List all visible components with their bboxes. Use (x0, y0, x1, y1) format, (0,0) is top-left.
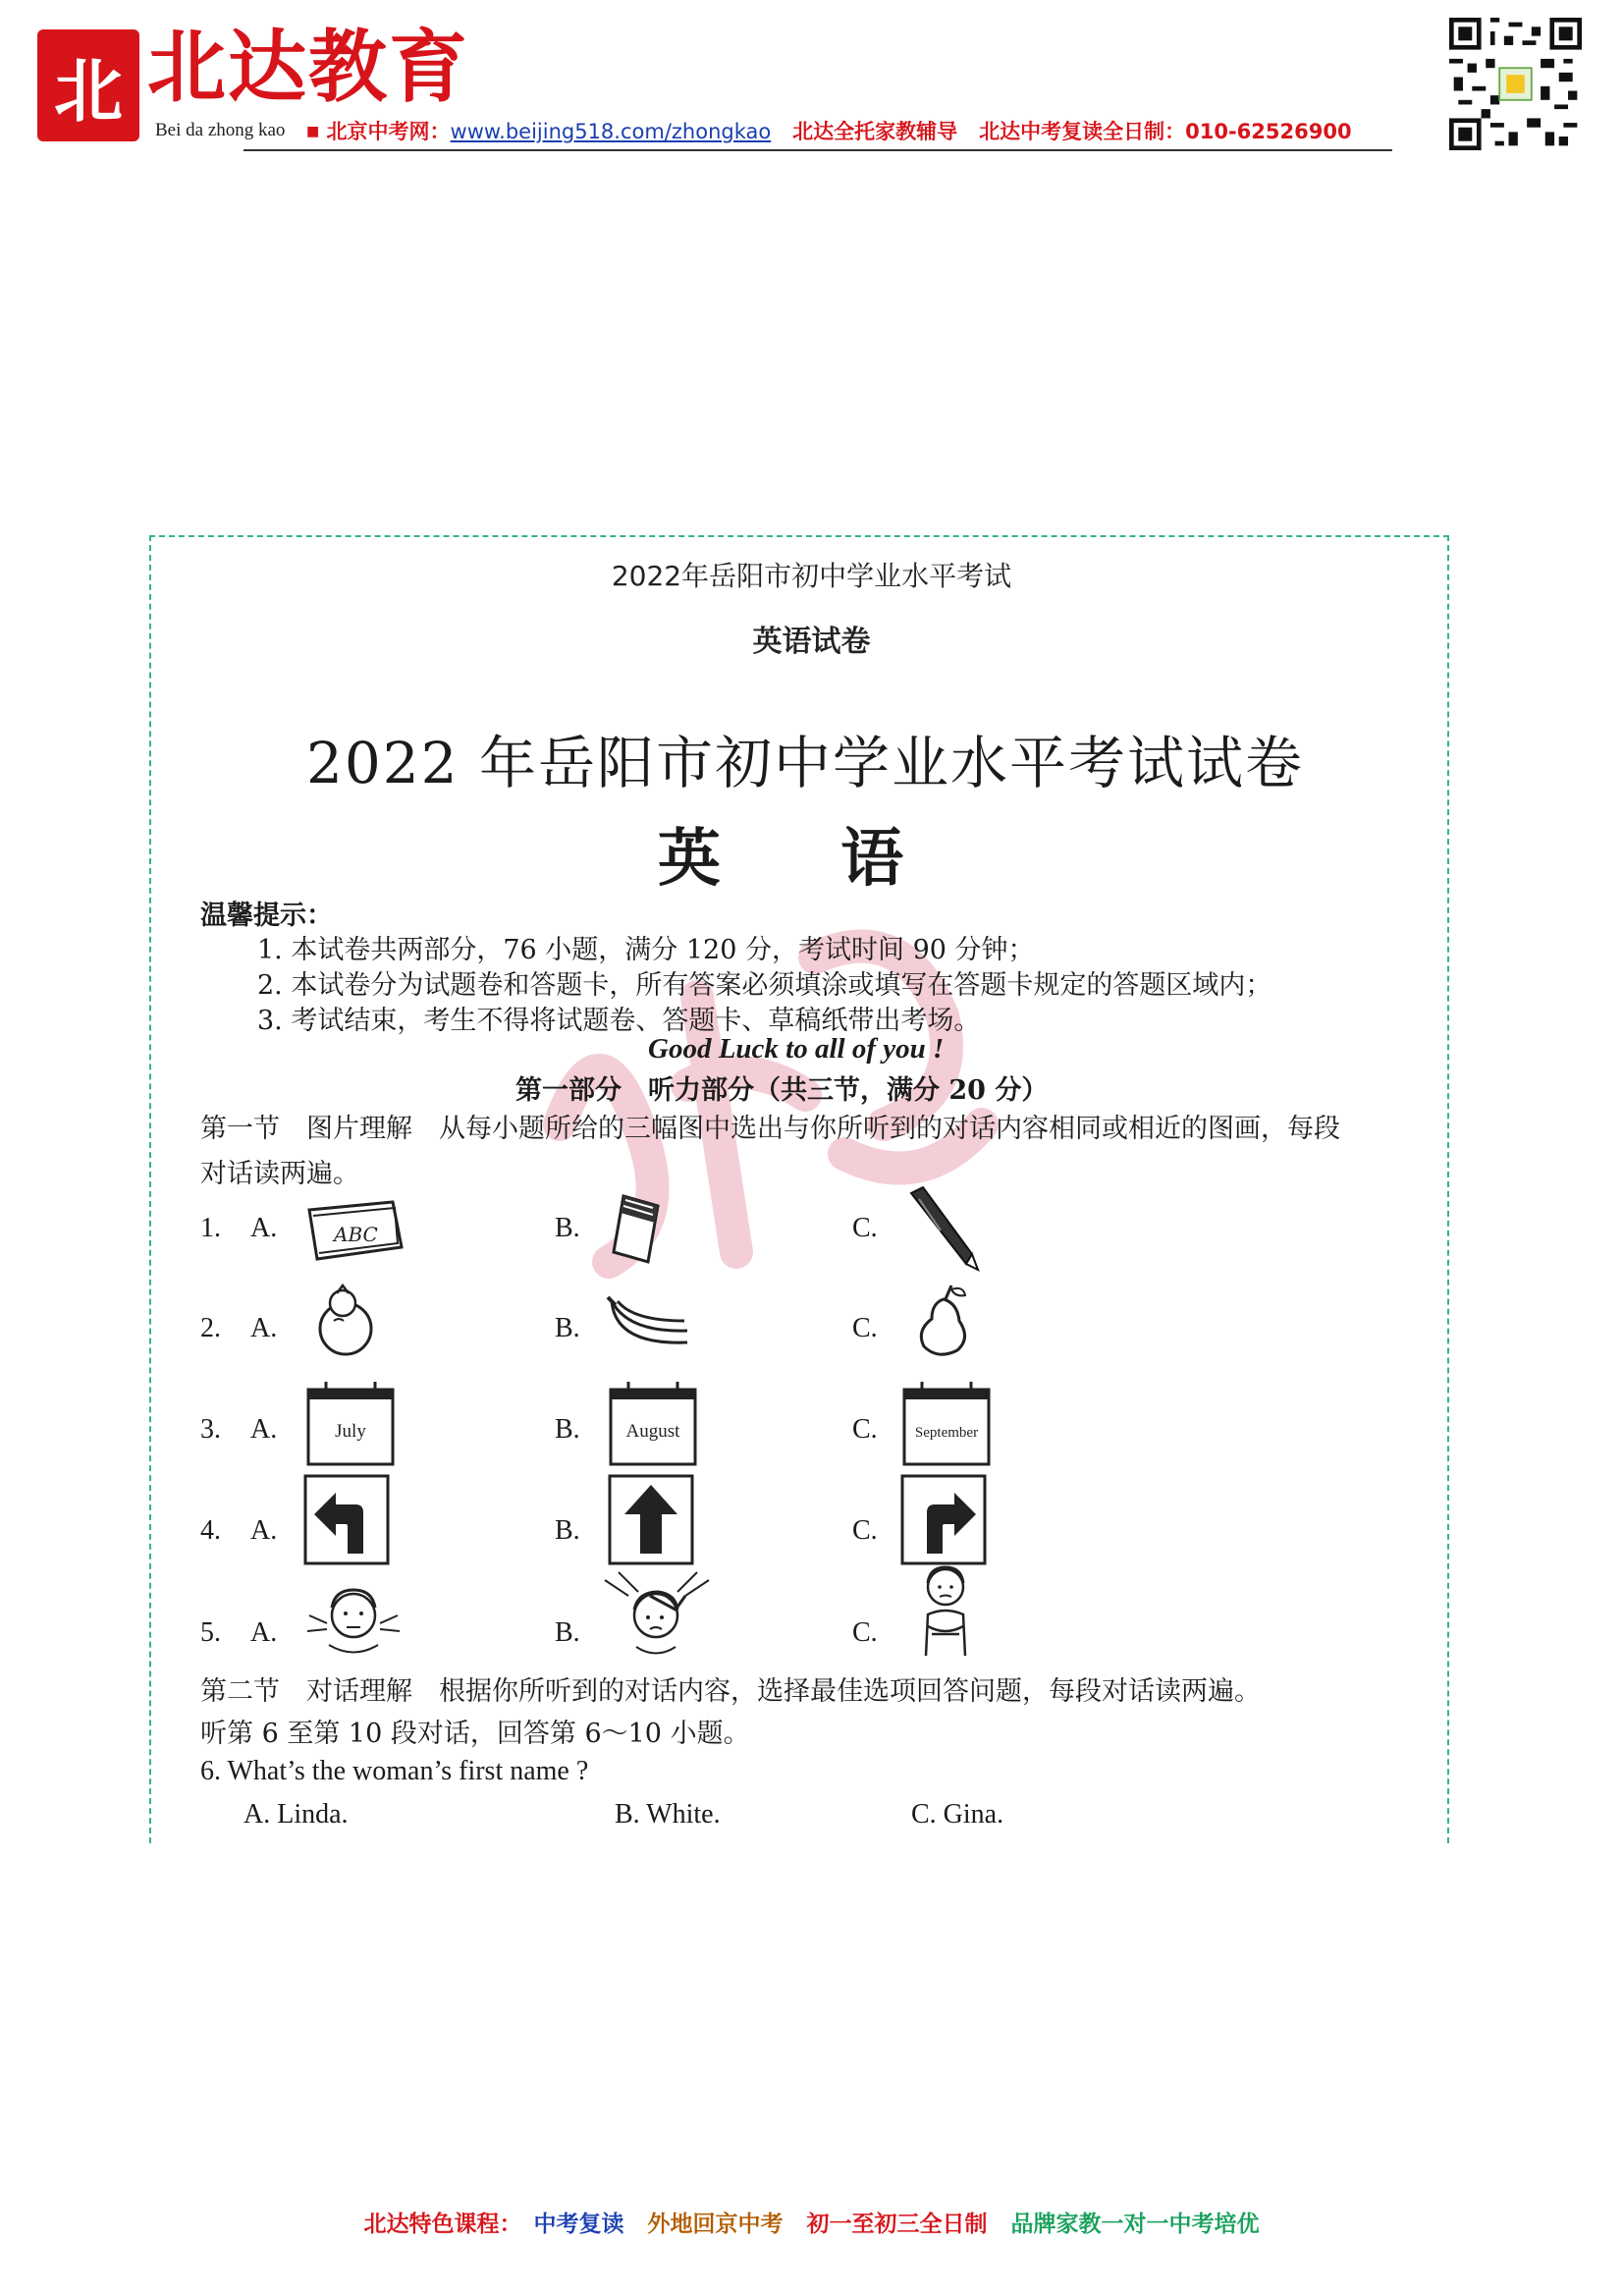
calendar-month-label: September (914, 1425, 979, 1441)
bullet-icon: ■ (306, 124, 320, 139)
footer-courses (0, 2206, 1623, 2238)
footer-course-item: 品牌家教一对一中考培优 (1010, 2212, 1260, 2237)
option-label: A. (250, 1313, 278, 1343)
svg-text:ABC: ABC (334, 1223, 378, 1246)
exam-title: 2022 年岳阳市初中学业水平考试试卷 (305, 730, 1305, 796)
section2-instruction-line2: 听第 6 至第 10 段对话，回答第 6～10 小题。 (200, 1719, 750, 1749)
question-number: 1. (200, 1213, 221, 1243)
calendar-month-label: July (335, 1421, 366, 1442)
tip-3: 3. 考试结束，考生不得将试题卷、答题卡、草稿纸带出考场。 (257, 1006, 981, 1036)
question-6-option-c: C. Gina. (911, 1799, 1004, 1830)
site-link[interactable]: www.beijing518.com/zhongkao (450, 120, 772, 143)
section2-instruction-line1: 第二节 对话理解 根据你所听到的对话内容，选择最佳选项回答问题，每段对话读两遍。 (200, 1676, 1261, 1707)
logo-character: 北 (54, 49, 123, 132)
part1-heading: 第一部分 听力部分（共三节，满分 20 分） (515, 1075, 1049, 1106)
banana-icon (604, 1291, 697, 1360)
header-contact-line (306, 116, 1352, 145)
pear-icon (908, 1282, 977, 1360)
turn-right-arrow-icon (899, 1473, 988, 1566)
book-icon (299, 1198, 407, 1267)
option-label: B. (555, 1313, 580, 1343)
tip-2: 2. 本试卷分为试题卷和答题卡，所有答案必须填涂或填写在答题卡规定的答题区域内； (257, 970, 1272, 1001)
section1-instruction-line1: 第一节 图片理解 从每小题所给的三幅图中选出与你所听到的对话内容相同或相近的图画，每段 (200, 1114, 1340, 1144)
option-label: A. (250, 1617, 278, 1648)
footer-course-item: 外地回京中考 (647, 2212, 784, 2237)
go-straight-arrow-icon (607, 1473, 695, 1566)
turn-left-arrow-icon (302, 1473, 391, 1566)
option-label: C. (852, 1617, 878, 1648)
good-luck-text: Good Luck to all of you ! (648, 1033, 945, 1065)
question-number: 3. (200, 1414, 221, 1445)
service-tutoring: 北达全托家教辅导 (792, 120, 958, 143)
option-label: A. (250, 1414, 278, 1445)
question-number: 5. (200, 1617, 221, 1648)
question-6-option-a: A. Linda. (243, 1799, 349, 1830)
calendar-icon (900, 1380, 994, 1468)
question-number: 4. (200, 1515, 221, 1546)
section1-instruction-line2: 对话读两遍。 (200, 1159, 359, 1189)
option-label: C. (852, 1414, 878, 1445)
question-6-text: 6. What’s the woman’s first name ? (200, 1756, 589, 1786)
option-label: B. (555, 1617, 580, 1648)
document-subheading: 英语试卷 (752, 625, 871, 659)
option-label: B. (555, 1515, 580, 1546)
tomato-icon (309, 1282, 383, 1360)
scanned-exam-page (187, 702, 1424, 1841)
document-heading: 2022年岳阳市初中学业水平考试 (611, 560, 1012, 592)
stomachache-person-icon (906, 1561, 985, 1660)
header-divider (243, 149, 1392, 151)
brand-name: 北达教育 (147, 21, 469, 113)
option-label: C. (852, 1313, 878, 1343)
tips-label: 温馨提示： (200, 901, 333, 931)
headache-person-icon (599, 1566, 717, 1660)
toothache-person-icon (299, 1576, 407, 1660)
option-label: C. (852, 1515, 878, 1546)
option-label: A. (250, 1213, 278, 1243)
footer-label: 北达特色课程： (363, 2212, 522, 2237)
option-label: C. (852, 1213, 878, 1243)
tip-1: 1. 本试卷共两部分，76 小题，满分 120 分，考试时间 90 分钟； (257, 935, 1035, 965)
service-repeat-class: 北达中考复读全日制：010-62526900 (979, 120, 1352, 143)
exam-subject: 英 语 (657, 822, 953, 896)
option-label: B. (555, 1414, 580, 1445)
brand-pinyin: Bei da zhong kao (155, 120, 286, 140)
footer-course-item: 中考复读 (533, 2212, 624, 2237)
calendar-icon (607, 1380, 700, 1468)
option-label: B. (555, 1213, 580, 1243)
qr-code-icon (1449, 18, 1582, 150)
question-number: 2. (200, 1313, 221, 1343)
brand-logo (37, 29, 139, 141)
site-label: 北京中考网： (326, 120, 451, 143)
calendar-month-label: August (625, 1421, 680, 1442)
footer-course-item: 初一至初三全日制 (806, 2212, 988, 2237)
pen-icon (901, 1183, 985, 1272)
option-label: A. (250, 1515, 278, 1546)
question-6-option-b: B. White. (615, 1799, 721, 1830)
eraser-icon (604, 1188, 673, 1272)
calendar-icon (304, 1380, 398, 1468)
